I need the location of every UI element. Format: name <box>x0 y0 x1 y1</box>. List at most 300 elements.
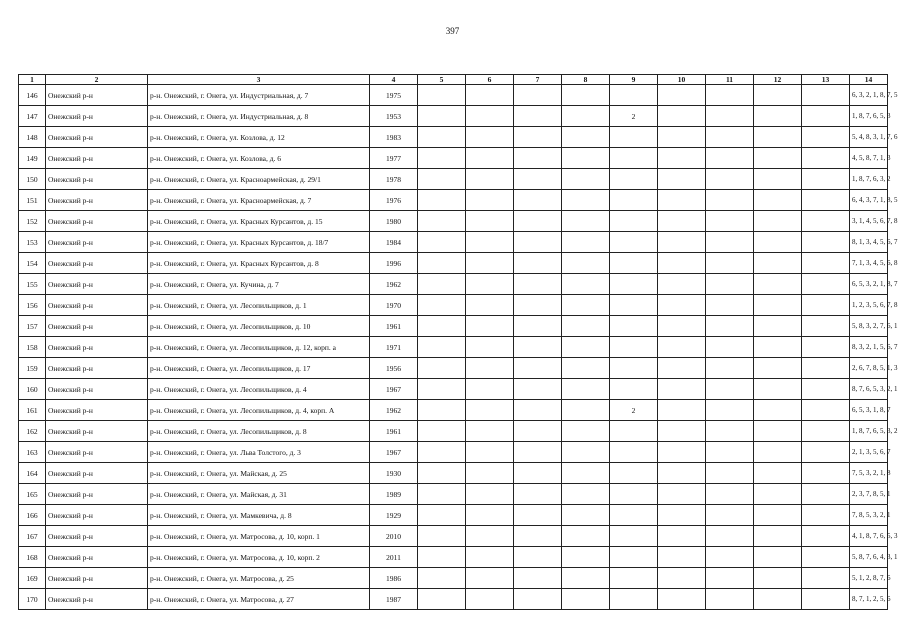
table-row <box>19 127 888 148</box>
col-10-cell <box>658 85 706 106</box>
col-12-cell <box>754 232 802 253</box>
col-12-cell <box>754 379 802 400</box>
col-5-cell <box>418 421 466 442</box>
col-9-cell <box>610 295 658 316</box>
col-6-cell <box>466 400 514 421</box>
row-number: 152 <box>19 211 46 232</box>
col-5-cell <box>418 232 466 253</box>
district-cell: Онежский р-н <box>46 484 148 505</box>
row-number: 157 <box>19 316 46 337</box>
district-cell: Онежский р-н <box>46 106 148 127</box>
year-cell: 1967 <box>370 442 418 463</box>
col-9-cell <box>610 379 658 400</box>
col-5-cell <box>418 106 466 127</box>
column-header-7: 7 <box>514 75 562 85</box>
table-row <box>19 148 888 169</box>
year-cell: 1930 <box>370 463 418 484</box>
col-6-cell <box>466 316 514 337</box>
col-5-cell <box>418 295 466 316</box>
address-cell: р-н. Онежский, г. Онега, ул. Мамкевича, д. 8 <box>148 505 370 526</box>
col-11-cell <box>706 358 754 379</box>
district-cell: Онежский р-н <box>46 274 148 295</box>
column-header-6: 6 <box>466 75 514 85</box>
column-header-14: 14 <box>850 75 888 85</box>
col-12-cell <box>754 169 802 190</box>
address-cell: р-н. Онежский, г. Онега, ул. Красных Курсантов, д. 8 <box>148 253 370 274</box>
col-6-cell <box>466 169 514 190</box>
col-8-cell <box>562 589 610 610</box>
col-12-cell <box>754 253 802 274</box>
row-number: 164 <box>19 463 46 484</box>
year-cell: 1984 <box>370 232 418 253</box>
col-8-cell <box>562 547 610 568</box>
col-5-cell <box>418 568 466 589</box>
col-7-cell <box>514 589 562 610</box>
row-number: 165 <box>19 484 46 505</box>
col-11-cell <box>706 190 754 211</box>
col-6-cell <box>466 253 514 274</box>
year-cell: 1971 <box>370 337 418 358</box>
sequence-cell: 7, 5, 3, 2, 1, 8 <box>850 463 888 484</box>
table-row <box>19 358 888 379</box>
col-5-cell <box>418 526 466 547</box>
year-cell: 1975 <box>370 85 418 106</box>
sequence-cell: 5, 8, 7, 6, 4, 3, 1 <box>850 547 888 568</box>
col-5-cell <box>418 316 466 337</box>
col-13-cell <box>802 547 850 568</box>
col-6-cell <box>466 190 514 211</box>
col-11-cell <box>706 421 754 442</box>
col-7-cell <box>514 379 562 400</box>
col-11-cell <box>706 442 754 463</box>
district-cell: Онежский р-н <box>46 169 148 190</box>
col-12-cell <box>754 547 802 568</box>
table-row <box>19 526 888 547</box>
year-cell: 1976 <box>370 190 418 211</box>
year-cell: 1996 <box>370 253 418 274</box>
col-9-cell <box>610 337 658 358</box>
col-10-cell <box>658 253 706 274</box>
col-6-cell <box>466 295 514 316</box>
year-cell: 1961 <box>370 421 418 442</box>
col-6-cell <box>466 484 514 505</box>
district-cell: Онежский р-н <box>46 568 148 589</box>
year-cell: 1967 <box>370 379 418 400</box>
col-11-cell <box>706 337 754 358</box>
col-7-cell <box>514 442 562 463</box>
col-6-cell <box>466 421 514 442</box>
col-11-cell <box>706 526 754 547</box>
row-number: 163 <box>19 442 46 463</box>
col-5-cell <box>418 463 466 484</box>
col-13-cell <box>802 358 850 379</box>
address-cell: р-н. Онежский, г. Онега, ул. Красноармейская, д. 7 <box>148 190 370 211</box>
address-cell: р-н. Онежский, г. Онега, ул. Индустриальная, д. 7 <box>148 85 370 106</box>
col-13-cell <box>802 169 850 190</box>
col-12-cell <box>754 295 802 316</box>
col-10-cell <box>658 190 706 211</box>
col-12-cell <box>754 190 802 211</box>
col-9-cell <box>610 463 658 484</box>
col-11-cell <box>706 547 754 568</box>
col-6-cell <box>466 463 514 484</box>
col-13-cell <box>802 337 850 358</box>
table-row <box>19 463 888 484</box>
col-8-cell <box>562 484 610 505</box>
column-header-11: 11 <box>706 75 754 85</box>
col-10-cell <box>658 589 706 610</box>
col-13-cell <box>802 148 850 169</box>
col-9-cell <box>610 547 658 568</box>
col-9-cell <box>610 85 658 106</box>
column-header-4: 4 <box>370 75 418 85</box>
col-9-cell <box>610 232 658 253</box>
row-number: 146 <box>19 85 46 106</box>
address-cell: р-н. Онежский, г. Онега, ул. Льва Толстого, д. 3 <box>148 442 370 463</box>
col-9-cell: 2 <box>610 106 658 127</box>
sequence-cell: 6, 5, 3, 2, 1, 8, 7 <box>850 274 888 295</box>
col-11-cell <box>706 379 754 400</box>
col-12-cell <box>754 337 802 358</box>
col-11-cell <box>706 463 754 484</box>
row-number: 155 <box>19 274 46 295</box>
col-5-cell <box>418 274 466 295</box>
year-cell: 1977 <box>370 148 418 169</box>
district-cell: Онежский р-н <box>46 589 148 610</box>
col-8-cell <box>562 295 610 316</box>
year-cell: 1980 <box>370 211 418 232</box>
table-row <box>19 442 888 463</box>
col-9-cell <box>610 253 658 274</box>
table-row <box>19 274 888 295</box>
col-12-cell <box>754 442 802 463</box>
table-row <box>19 568 888 589</box>
row-number: 156 <box>19 295 46 316</box>
col-13-cell <box>802 505 850 526</box>
district-cell: Онежский р-н <box>46 295 148 316</box>
col-7-cell <box>514 274 562 295</box>
col-11-cell <box>706 211 754 232</box>
row-number: 153 <box>19 232 46 253</box>
district-cell: Онежский р-н <box>46 526 148 547</box>
col-7-cell <box>514 190 562 211</box>
col-13-cell <box>802 421 850 442</box>
col-9-cell <box>610 484 658 505</box>
col-8-cell <box>562 274 610 295</box>
col-9-cell <box>610 316 658 337</box>
district-cell: Онежский р-н <box>46 148 148 169</box>
col-8-cell <box>562 232 610 253</box>
col-11-cell <box>706 106 754 127</box>
col-11-cell <box>706 253 754 274</box>
table-row <box>19 190 888 211</box>
address-cell: р-н. Онежский, г. Онега, ул. Лесопильщиков, д. 10 <box>148 316 370 337</box>
col-7-cell <box>514 568 562 589</box>
row-number: 150 <box>19 169 46 190</box>
sequence-cell: 5, 4, 8, 3, 1, 7, 6 <box>850 127 888 148</box>
sequence-cell: 2, 3, 7, 8, 5, 1 <box>850 484 888 505</box>
col-5-cell <box>418 505 466 526</box>
col-10-cell <box>658 568 706 589</box>
column-header-9: 9 <box>610 75 658 85</box>
col-5-cell <box>418 169 466 190</box>
col-6-cell <box>466 211 514 232</box>
col-7-cell <box>514 295 562 316</box>
address-cell: р-н. Онежский, г. Онега, ул. Лесопильщиков, д. 4, корп. А <box>148 400 370 421</box>
row-number: 169 <box>19 568 46 589</box>
address-cell: р-н. Онежский, г. Онега, ул. Козлова, д. 6 <box>148 148 370 169</box>
col-12-cell <box>754 400 802 421</box>
col-9-cell <box>610 421 658 442</box>
sequence-cell: 6, 5, 3, 1, 8, 7 <box>850 400 888 421</box>
district-cell: Онежский р-н <box>46 421 148 442</box>
year-cell: 1989 <box>370 484 418 505</box>
address-cell: р-н. Онежский, г. Онега, ул. Матросова, д. 27 <box>148 589 370 610</box>
district-cell: Онежский р-н <box>46 127 148 148</box>
sequence-cell: 8, 7, 6, 5, 3, 2, 1 <box>850 379 888 400</box>
col-13-cell <box>802 274 850 295</box>
column-header-13: 13 <box>802 75 850 85</box>
year-cell: 1978 <box>370 169 418 190</box>
col-11-cell <box>706 484 754 505</box>
district-cell: Онежский р-н <box>46 316 148 337</box>
sequence-cell: 7, 8, 5, 3, 2, 1 <box>850 505 888 526</box>
col-13-cell <box>802 379 850 400</box>
year-cell: 1970 <box>370 295 418 316</box>
address-cell: р-н. Онежский, г. Онега, ул. Матросова, д. 25 <box>148 568 370 589</box>
col-12-cell <box>754 211 802 232</box>
sequence-cell: 8, 7, 1, 2, 5, 6 <box>850 589 888 610</box>
col-6-cell <box>466 547 514 568</box>
col-10-cell <box>658 547 706 568</box>
year-cell: 2011 <box>370 547 418 568</box>
col-7-cell <box>514 526 562 547</box>
sequence-cell: 1, 8, 7, 6, 5, 3 <box>850 106 888 127</box>
col-7-cell <box>514 421 562 442</box>
col-13-cell <box>802 442 850 463</box>
year-cell: 1986 <box>370 568 418 589</box>
col-7-cell <box>514 463 562 484</box>
col-11-cell <box>706 148 754 169</box>
sequence-cell: 5, 1, 2, 8, 7, 6 <box>850 568 888 589</box>
page-number: 397 <box>445 26 460 36</box>
col-10-cell <box>658 421 706 442</box>
row-number: 167 <box>19 526 46 547</box>
col-12-cell <box>754 463 802 484</box>
col-12-cell <box>754 484 802 505</box>
district-cell: Онежский р-н <box>46 400 148 421</box>
address-cell: р-н. Онежский, г. Онега, ул. Кучина, д. 7 <box>148 274 370 295</box>
col-8-cell <box>562 337 610 358</box>
col-6-cell <box>466 274 514 295</box>
table-row <box>19 547 888 568</box>
sequence-cell: 7, 1, 3, 4, 5, 6, 8 <box>850 253 888 274</box>
column-header-3: 3 <box>148 75 370 85</box>
col-13-cell <box>802 85 850 106</box>
year-cell: 1929 <box>370 505 418 526</box>
col-13-cell <box>802 589 850 610</box>
col-8-cell <box>562 400 610 421</box>
year-cell: 1953 <box>370 106 418 127</box>
col-10-cell <box>658 484 706 505</box>
col-11-cell <box>706 169 754 190</box>
col-13-cell <box>802 253 850 274</box>
col-10-cell <box>658 316 706 337</box>
col-8-cell <box>562 211 610 232</box>
table-row <box>19 232 888 253</box>
table-header <box>19 75 888 85</box>
col-7-cell <box>514 505 562 526</box>
table-row <box>19 589 888 610</box>
row-number: 154 <box>19 253 46 274</box>
col-10-cell <box>658 505 706 526</box>
district-cell: Онежский р-н <box>46 253 148 274</box>
address-cell: р-н. Онежский, г. Онега, ул. Козлова, д. 12 <box>148 127 370 148</box>
col-13-cell <box>802 127 850 148</box>
sequence-cell: 4, 1, 8, 7, 6, 5, 3 <box>850 526 888 547</box>
col-8-cell <box>562 85 610 106</box>
address-cell: р-н. Онежский, г. Онега, ул. Лесопильщиков, д. 12, корп. а <box>148 337 370 358</box>
col-10-cell <box>658 295 706 316</box>
address-cell: р-н. Онежский, г. Онега, ул. Красноармейская, д. 29/1 <box>148 169 370 190</box>
col-6-cell <box>466 505 514 526</box>
year-cell: 1987 <box>370 589 418 610</box>
col-5-cell <box>418 253 466 274</box>
sequence-cell: 2, 6, 7, 8, 5, 1, 3 <box>850 358 888 379</box>
col-5-cell <box>418 358 466 379</box>
col-5-cell <box>418 337 466 358</box>
table-row <box>19 316 888 337</box>
col-7-cell <box>514 85 562 106</box>
col-13-cell <box>802 316 850 337</box>
row-number: 160 <box>19 379 46 400</box>
col-8-cell <box>562 442 610 463</box>
sequence-cell: 6, 4, 3, 7, 1, 8, 5 <box>850 190 888 211</box>
col-13-cell <box>802 106 850 127</box>
col-10-cell <box>658 274 706 295</box>
col-6-cell <box>466 85 514 106</box>
col-6-cell <box>466 106 514 127</box>
address-cell: р-н. Онежский, г. Онега, ул. Лесопильщиков, д. 8 <box>148 421 370 442</box>
col-5-cell <box>418 589 466 610</box>
year-cell: 1962 <box>370 400 418 421</box>
district-cell: Онежский р-н <box>46 190 148 211</box>
table-row <box>19 106 888 127</box>
table-row <box>19 379 888 400</box>
col-9-cell <box>610 358 658 379</box>
col-10-cell <box>658 337 706 358</box>
row-number: 161 <box>19 400 46 421</box>
col-7-cell <box>514 253 562 274</box>
district-cell: Онежский р-н <box>46 379 148 400</box>
col-6-cell <box>466 568 514 589</box>
col-13-cell <box>802 295 850 316</box>
table-body <box>19 85 898 610</box>
col-9-cell <box>610 589 658 610</box>
registry-table <box>18 74 898 610</box>
col-12-cell <box>754 85 802 106</box>
col-7-cell <box>514 484 562 505</box>
col-9-cell <box>610 505 658 526</box>
col-5-cell <box>418 85 466 106</box>
row-number: 147 <box>19 106 46 127</box>
col-6-cell <box>466 379 514 400</box>
col-8-cell <box>562 127 610 148</box>
col-5-cell <box>418 379 466 400</box>
col-8-cell <box>562 148 610 169</box>
col-10-cell <box>658 127 706 148</box>
col-8-cell <box>562 526 610 547</box>
col-13-cell <box>802 232 850 253</box>
col-8-cell <box>562 505 610 526</box>
col-9-cell <box>610 274 658 295</box>
sequence-cell: 6, 3, 2, 1, 8, 7, 5 <box>850 85 888 106</box>
col-10-cell <box>658 232 706 253</box>
col-7-cell <box>514 211 562 232</box>
table-row <box>19 85 888 106</box>
col-11-cell <box>706 232 754 253</box>
address-cell: р-н. Онежский, г. Онега, ул. Индустриальная, д. 8 <box>148 106 370 127</box>
col-11-cell <box>706 127 754 148</box>
col-7-cell <box>514 316 562 337</box>
col-10-cell <box>658 211 706 232</box>
row-number: 166 <box>19 505 46 526</box>
col-12-cell <box>754 358 802 379</box>
col-9-cell <box>610 169 658 190</box>
address-cell: р-н. Онежский, г. Онега, ул. Лесопильщиков, д. 1 <box>148 295 370 316</box>
year-cell: 1983 <box>370 127 418 148</box>
address-cell: р-н. Онежский, г. Онега, ул. Майская, д. 25 <box>148 463 370 484</box>
col-8-cell <box>562 190 610 211</box>
col-11-cell <box>706 316 754 337</box>
col-13-cell <box>802 526 850 547</box>
col-7-cell <box>514 337 562 358</box>
sequence-cell: 4, 5, 8, 7, 1, 3 <box>850 148 888 169</box>
col-5-cell <box>418 400 466 421</box>
header-row <box>19 75 888 85</box>
sequence-cell: 1, 2, 3, 5, 6, 7, 8 <box>850 295 888 316</box>
district-cell: Онежский р-н <box>46 211 148 232</box>
col-7-cell <box>514 169 562 190</box>
col-11-cell <box>706 568 754 589</box>
col-12-cell <box>754 127 802 148</box>
col-7-cell <box>514 400 562 421</box>
col-10-cell <box>658 106 706 127</box>
district-cell: Онежский р-н <box>46 358 148 379</box>
col-10-cell <box>658 379 706 400</box>
col-11-cell <box>706 589 754 610</box>
col-9-cell: 2 <box>610 400 658 421</box>
col-8-cell <box>562 568 610 589</box>
row-number: 159 <box>19 358 46 379</box>
address-cell: р-н. Онежский, г. Онега, ул. Красных Курсантов, д. 15 <box>148 211 370 232</box>
table-row <box>19 169 888 190</box>
col-8-cell <box>562 169 610 190</box>
col-13-cell <box>802 400 850 421</box>
table-row <box>19 400 888 421</box>
col-8-cell <box>562 358 610 379</box>
col-12-cell <box>754 106 802 127</box>
col-6-cell <box>466 148 514 169</box>
row-number: 168 <box>19 547 46 568</box>
year-cell: 1962 <box>370 274 418 295</box>
col-7-cell <box>514 127 562 148</box>
col-13-cell <box>802 484 850 505</box>
row-number: 158 <box>19 337 46 358</box>
col-10-cell <box>658 400 706 421</box>
col-6-cell <box>466 358 514 379</box>
row-number: 151 <box>19 190 46 211</box>
